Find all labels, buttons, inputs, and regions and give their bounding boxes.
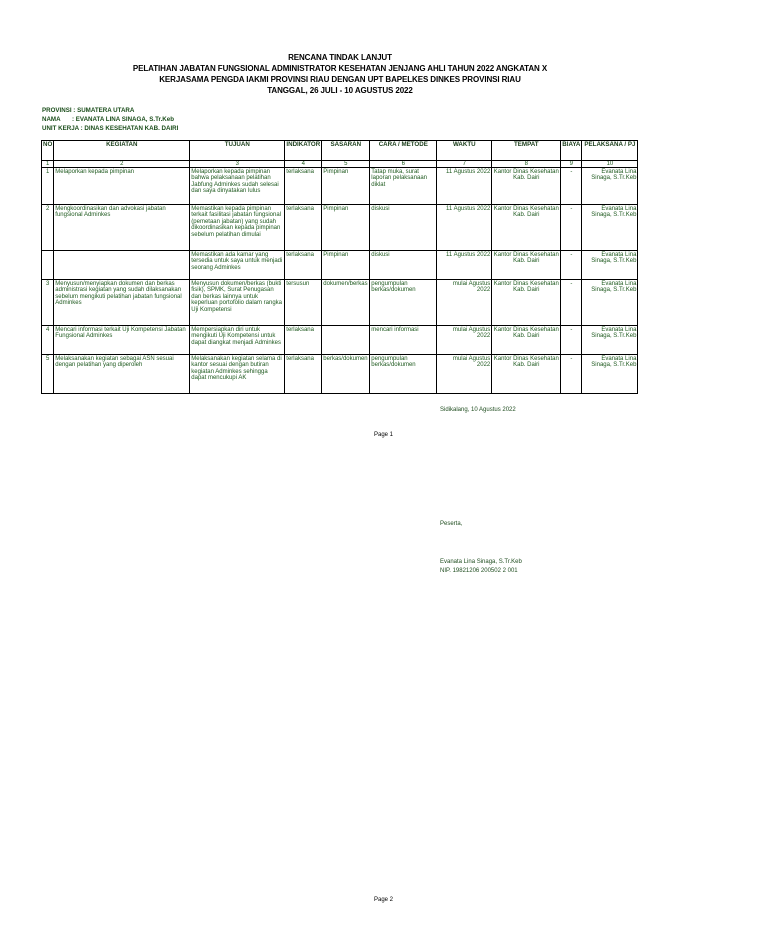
cell-tempat: Kantor Dinas Kesehatan Kab. Dairi xyxy=(492,326,561,355)
cell-tujuan: Melaporkan kepada pimpinan bahwa pelaksanaan pelatihan Jabfung Adminkes sudah selesai dan saya dinyatakan lulus xyxy=(190,168,285,205)
cell-tempat: Kantor Dinas Kesehatan Kab. Dairi xyxy=(492,355,561,394)
cell-indikator: terlaksana xyxy=(285,168,322,205)
header-tujuan: TUJUAN xyxy=(190,141,285,161)
table-row xyxy=(42,280,638,326)
cell-sasaran: berkas/dokumen xyxy=(322,355,370,394)
header-no: NO xyxy=(42,141,54,161)
cell-tujuan: Mempersiapkan diri untuk mengikuti Uji Kompetensi untuk dapat diangkat menjadi Adminkes xyxy=(190,326,285,355)
table-row xyxy=(42,326,638,355)
cell-kegiatan: Melaksanakan kegiatan sebagai ASN sesuai dengan pelatihan yang diperoleh xyxy=(54,355,190,394)
index-cell: 8 xyxy=(492,161,561,168)
signature-place-date: Sidikalang, 10 Agustus 2022 xyxy=(440,407,516,413)
cell-sasaran: Pimpinan xyxy=(322,168,370,205)
cell-waktu: mulai Agustus 2022 xyxy=(437,355,492,394)
header-tempat: TEMPAT xyxy=(492,141,561,161)
table-row xyxy=(42,168,638,205)
cell-metode: pengumpulan berkas/dokumen xyxy=(370,355,437,394)
table-header-row xyxy=(42,141,638,161)
cell-no: 5 xyxy=(42,355,54,394)
cell-kegiatan: Menyusun/menyiapkan dokumen dan berkas administrasi kegiatan yang sudah dilaksanakan sebelum mengikuti pelatihan jabatan fungsional Adminkes xyxy=(54,280,190,326)
signer-name: Evanata Lina Sinaga, S.Tr.Keb xyxy=(440,559,522,565)
signature-peserta-label: Peserta, xyxy=(440,521,463,527)
info-nama xyxy=(42,116,174,123)
cell-pelaksana: Evanata Lina Sinaga, S.Tr.Keb xyxy=(582,168,638,205)
cell-no: 2 xyxy=(42,205,54,251)
header-biaya: BIAYA xyxy=(561,141,582,161)
cell-indikator: tersusun xyxy=(285,280,322,326)
header-metode: CARA / METODE xyxy=(370,141,437,161)
cell-biaya: - xyxy=(561,280,582,326)
cell-metode: pengumpulan berkas/dokumen xyxy=(370,280,437,326)
cell-indikator: terlaksana xyxy=(285,205,322,251)
header-waktu: WAKTU xyxy=(437,141,492,161)
table-row xyxy=(42,355,638,394)
cell-biaya: - xyxy=(561,251,582,280)
table-row xyxy=(42,251,638,280)
cell-tujuan: Memastikan ada kamar yang tersedia untuk saya untuk menjadi seorang Adminkes xyxy=(190,251,285,280)
cell-tempat: Kantor Dinas Kesehatan Kab. Dairi xyxy=(492,205,561,251)
index-cell: 1 xyxy=(42,161,54,168)
signer-nip: NIP. 19821206 200502 2 001 xyxy=(440,568,518,574)
cell-pelaksana: Evanata Lina Sinaga, S.Tr.Keb xyxy=(582,280,638,326)
index-cell: 5 xyxy=(322,161,370,168)
cell-sasaran xyxy=(322,326,370,355)
cell-waktu: 11 Agustus 2022 xyxy=(437,205,492,251)
document-title: RENCANA TINDAK LANJUT xyxy=(288,53,392,62)
document-subtitle-training: PELATIHAN JABATAN FUNGSIONAL ADMINISTRATOR KESEHATAN JENJANG AHLI TAHUN 2022 ANGKATAN X xyxy=(132,64,548,73)
table-row xyxy=(42,205,638,251)
cell-biaya: - xyxy=(561,355,582,394)
index-cell: 6 xyxy=(370,161,437,168)
cell-kegiatan xyxy=(54,251,190,280)
cell-tujuan: Menyusun dokumen/berkas (bukti fisik), SPMK, Surat Penugasan dan berkas lainnya untuk keperluan portofolio dalam rangka Uji Kompetensi xyxy=(190,280,285,326)
header-sasaran: SASARAN xyxy=(322,141,370,161)
document-date-range: TANGGAL, 26 JULI - 10 AGUSTUS 2022 xyxy=(267,86,413,95)
cell-no: 3 xyxy=(42,280,54,326)
cell-indikator: terlaksana xyxy=(285,326,322,355)
cell-biaya: - xyxy=(561,205,582,251)
cell-metode: diskusi xyxy=(370,205,437,251)
index-cell: 9 xyxy=(561,161,582,168)
cell-biaya: - xyxy=(561,326,582,355)
cell-kegiatan: Mencari informasi terkait Uji Kompetensi Jabatan Fungsional Adminkes xyxy=(54,326,190,355)
cell-waktu: 11 Agustus 2022 xyxy=(437,251,492,280)
info-nama-value: : EVANATA LINA SINAGA, S.Tr.Keb xyxy=(72,116,174,123)
cell-pelaksana: Evanata Lina Sinaga, S.Tr.Keb xyxy=(582,326,638,355)
cell-pelaksana: Evanata Lina Sinaga, S.Tr.Keb xyxy=(582,251,638,280)
info-unit-kerja: UNIT KERJA : DINAS KESEHATAN KAB. DAIRI xyxy=(42,125,179,132)
cell-tempat: Kantor Dinas Kesehatan Kab. Dairi xyxy=(492,251,561,280)
cell-waktu: 11 Agustus 2022 xyxy=(437,168,492,205)
info-provinsi: PROVINSI : SUMATERA UTARA xyxy=(42,107,135,114)
cell-kegiatan: Mengkoordinasikan dan advokasi jabatan fungsional Adminkes xyxy=(54,205,190,251)
index-cell: 10 xyxy=(582,161,638,168)
cell-metode: Tatap muka, surat laporan pelaksanaan diklat xyxy=(370,168,437,205)
cell-no: 4 xyxy=(42,326,54,355)
index-cell: 3 xyxy=(190,161,285,168)
cell-tujuan: Memastikan kepada pimpinan terkait fasilitasi jabatan fungsional (pemetaan jabatan) yang sudah dikoordinasikan kepada pimpinan sebelum pelatihan dimulai xyxy=(190,205,285,251)
cell-tempat: Kantor Dinas Kesehatan Kab. Dairi xyxy=(492,168,561,205)
cell-sasaran: Pimpinan xyxy=(322,205,370,251)
cell-pelaksana: Evanata Lina Sinaga, S.Tr.Keb xyxy=(582,355,638,394)
table-index-row xyxy=(42,161,638,168)
cell-tujuan: Melaksanakan kegiatan selama di kantor sesuai dengan butiran kegiatan Adminkes sehingga dapat mencukupi AK xyxy=(190,355,285,394)
index-cell: 4 xyxy=(285,161,322,168)
cell-waktu: mulai Agustus 2022 xyxy=(437,326,492,355)
cell-indikator: terlaksana xyxy=(285,251,322,280)
info-nama-label: NAMA xyxy=(42,116,61,123)
cell-metode: mencari informasi xyxy=(370,326,437,355)
cell-no xyxy=(42,251,54,280)
cell-kegiatan: Melaporkan kepada pimpinan xyxy=(54,168,190,205)
cell-no: 1 xyxy=(42,168,54,205)
cell-sasaran: Pimpinan xyxy=(322,251,370,280)
index-cell: 2 xyxy=(54,161,190,168)
cell-indikator: terlaksana xyxy=(285,355,322,394)
action-plan-table xyxy=(41,140,638,394)
header-pelaksana: PELAKSANA / PJ xyxy=(582,141,638,161)
header-indikator: INDIKATOR xyxy=(285,141,322,161)
document-subtitle-cooperation: KERJASAMA PENGDA IAKMI PROVINSI RIAU DENGAN UPT BAPELKES DINKES PROVINSI RIAU xyxy=(159,75,521,84)
cell-tempat: Kantor Dinas Kesehatan Kab. Dairi xyxy=(492,280,561,326)
header-kegiatan: KEGIATAN xyxy=(54,141,190,161)
cell-biaya: - xyxy=(561,168,582,205)
cell-metode: diskusi xyxy=(370,251,437,280)
index-cell: 7 xyxy=(437,161,492,168)
page-number-1: Page 1 xyxy=(374,432,394,438)
page-number-2: Page 2 xyxy=(374,897,394,903)
cell-waktu: mulai Agustus 2022 xyxy=(437,280,492,326)
cell-sasaran: dokumen/berkas xyxy=(322,280,370,326)
cell-pelaksana: Evanata Lina Sinaga, S.Tr.Keb xyxy=(582,205,638,251)
